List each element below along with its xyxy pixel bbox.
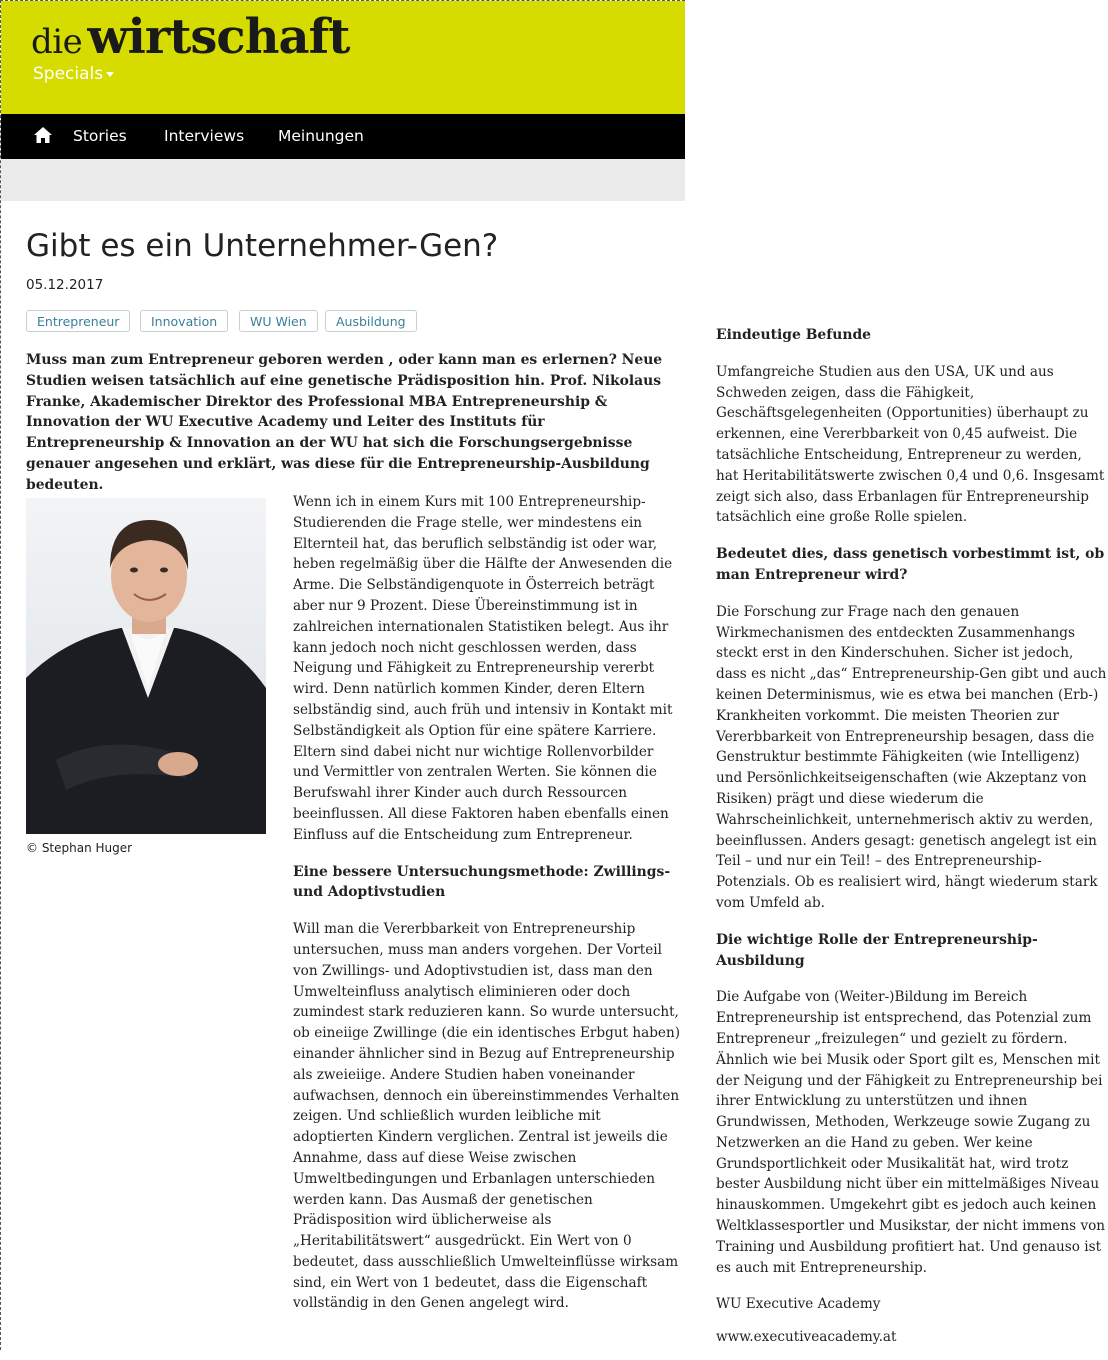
specials-dropdown[interactable] [33,64,114,84]
article-title: Gibt es ein Unternehmer-Gen? [26,228,499,264]
site-logo[interactable] [31,9,349,65]
body-paragraph: Die Forschung zur Frage nach den genauen Wirkmechanismen des entdeckten Zusammenhangs steckt erst in den Kinderschuhen. Sicher ist jedoch, dass es nicht „das“ Entrepreneurship-Gen gibt und auch keinen Determinismus, wie es etwa bei manchen (Erb-) Krankheiten vorkommt. Die meisten Theorien zur Vererbbarkeit von Entrepreneurship besagen, dass die Genstruktur bestimmte Fähigkeiten (wie Intelligenz) und Persönlichkeitseigenschaften (wie Akzeptanz von Risiken) prägt und diese wiederum die Wahrscheinlichkeit, unternehmerisch aktiv zu werden, beeinflussen. Anders gesagt: genetisch angelegt ist ein Teil – und nur ein Teil! – des Entrepreneurship-Potenzials. Ob es realisiert wird, hängt wiederum stark vom Umfeld ab. [716,603,1107,911]
article-column-1 [293,492,681,1330]
article-lead: Muss man zum Entrepreneur geboren werden , oder kann man es erlernen? Neue Studien weisen tatsächlich auf eine genetische Prädisposition hin. Prof. Nikolaus Franke, Akademischer Direktor des Professional MBA Entrepreneurship & Innovation der WU Executive Academy und Leiter des Instituts für Entrepreneurship & Innovation an der WU hat sich die Forschungsergebnisse genauer angesehen und erklärt, was diese für die Entrepreneurship-Ausbildung bedeuten. [26,352,663,493]
tag-ausbildung[interactable]: Ausbildung [325,310,417,332]
home-icon[interactable] [33,126,53,144]
tag-entrepreneur[interactable]: Entrepreneur [26,310,130,332]
specials-label: Specials [33,64,104,84]
nav-item-stories[interactable]: Stories [73,127,127,145]
logo-wirtschaft: wirtschaft [87,9,350,65]
tag-innovation[interactable]: Innovation [140,310,228,332]
source-credit: WU Executive Academy [716,1296,881,1313]
body-paragraph: Die Aufgabe von (Weiter-)Bildung im Bereich Entrepreneurship ist entsprechend, das Potenzial zum Entrepreneur „freizulegen“ und gezielt zu fördern. Ähnlich wie bei Musik oder Sport gilt es, Menschen mit der Neigung und der Fähigkeit zu Entrepreneurship bei ihrer Entwicklung zu unterstützen und ihnen Grundwissen, Methoden, Werkzeuge sowie Zugang zu Netzwerken an die Hand zu geben. Wer keine Grundsportlichkeit oder Musikalität hat, wird trotz bester Ausbildung nicht über ein mittelmäßiges Niveau hinauskommen. Umgekehrt gibt es jedoch auch keinen Weltklassesportler und Musikstar, der nicht immens von Training und Ausbildung profitiert hat. Und genauso ist es auch mit Entrepreneurship. [716,989,1106,1276]
article-column-2 [716,325,1108,1360]
body-paragraph: Umfangreiche Studien aus den USA, UK und aus Schweden zeigen, dass die Fähigkeit, Geschäftsgelegenheiten (Opportunities) überhaupt zu erkennen, eine Vererbbarkeit von 0,45 aufweist. Die tatsächliche Entscheidung, Entrepreneur zu werden, hat Heritabilitätswerte zwischen 0,4 und 0,6. Insgesamt zeigt sich also, dass Erbanlagen für Entrepreneurship tatsächlich eine große Rolle spielen. [716,363,1105,526]
section-heading: Bedeutet dies, dass genetisch vorbestimmt ist, ob man Entrepreneur wird? [716,546,1105,583]
masthead [1,1,685,114]
body-paragraph: Wenn ich in einem Kurs mit 100 Entrepreneurship-Studierenden die Frage stelle, wer mindestens ein Elternteil hat, das beruflich selbständig ist oder war, heben regelmäßig über die Hälfte der Anwesenden die Arme. Die Selbständigenquote in Österreich beträgt aber nur 9 Prozent. Diese Übereinstimmung ist in zahlreichen internationalen Statistiken belegt. Aus ihr kann jedoch noch nicht geschlossen werden, dass Neigung und Fähigkeit zu Entrepreneurship vererbt wird. Denn natürlich kommen Kinder, deren Eltern selbständig sind, auch früh und intensiv in Kontakt mit Selbständigkeit als Option für eine spätere Karriere. Eltern sind dabei nicht nur wichtige Rollenvorbilder und Vermittler von zentralen Werten. Sie können die Berufswahl ihrer Kinder auch durch Ressourcen beeinflussen. All diese Faktoren haben ebenfalls einen Einfluss auf die Entscheidung zum Entrepreneur. [293,494,673,843]
author-photo [26,498,266,834]
section-heading: Die wichtige Rolle der Entrepreneurship-Ausbildung [716,931,1038,969]
photo-caption: © Stephan Huger [26,841,133,855]
sub-nav-bar [1,159,685,201]
article-date: 05.12.2017 [26,277,104,293]
logo-die: die [31,22,83,62]
body-paragraph: Will man die Vererbbarkeit von Entrepreneurship untersuchen, muss man anders vorgehen. Der Vorteil von Zwillings- und Adoptivstudien ist, dass man den Umwelteinfluss analytisch eliminieren oder doch zumindest stark reduzieren kann. So wurde untersucht, ob eineiige Zwillinge (die ein identisches Erbgut haben) einander ähnlicher sind in Bezug auf Entrepreneurship als zweieiige. Andere Studien haben voneinander aufwachsen, dennoch ein übereinstimmendes Verhalten zeigen. Und schließlich wurden leibliche mit adoptierten Kindern verglichen. Zentral ist jeweils die Annahme, dass auf diese Weise zwischen Umweltbedingungen und Erbanlagen unterschieden werden kann. Das Ausmaß der genetischen Prädisposition wird üblicherweise als „Heritabilitätswert“ ausgedrückt. Ein Wert von 0 bedeutet, dass ausschließlich Umwelteinflüsse wirksam sind, ein Wert von 1 bedeutet, dass die Eigenschaft vollständig in den Genen angelegt wird. [293,921,681,1312]
caret-down-icon [106,72,114,77]
source-link[interactable]: www.executiveacademy.at [716,1329,897,1346]
section-heading: Eindeutige Befunde [716,327,871,343]
nav-item-meinungen[interactable]: Meinungen [278,127,364,145]
main-nav [1,114,685,159]
tag-wu-wien[interactable]: WU Wien [239,310,318,332]
nav-item-interviews[interactable]: Interviews [164,127,245,145]
section-heading: Eine bessere Untersuchungsmethode: Zwillings- und Adoptivstudien [293,863,671,901]
